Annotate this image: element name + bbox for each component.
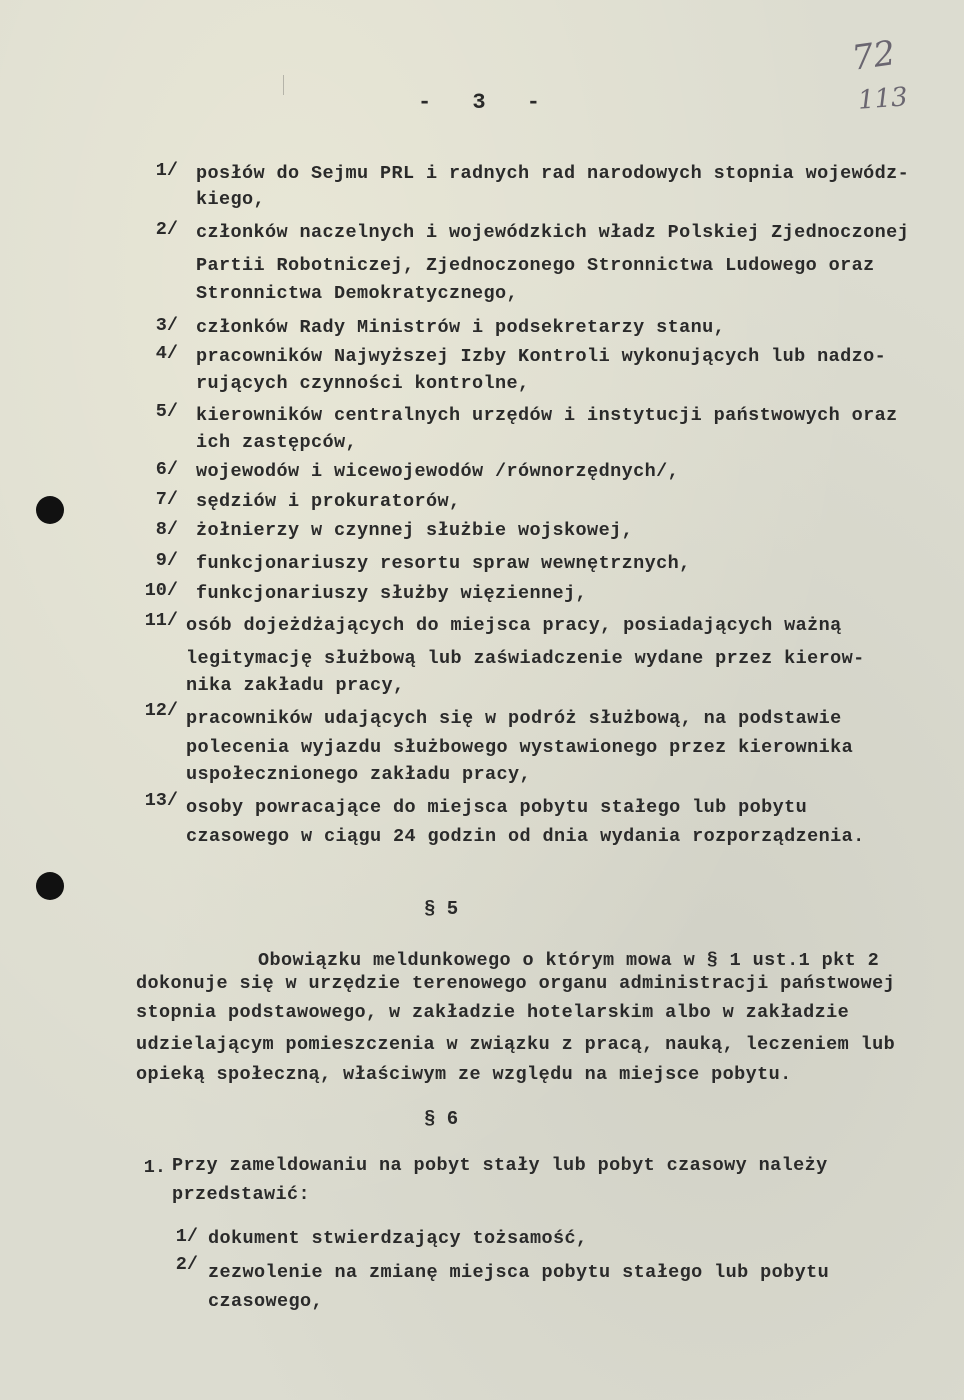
list-item-line: kiego,: [196, 189, 266, 210]
paragraph-line: opieką społeczną, właściwym ze względu na miejsce pobytu.: [136, 1064, 792, 1085]
list-item-line: członków Rady Ministrów i podsekretarzy stanu,: [196, 317, 726, 338]
list-item-line: uspołecznionego zakładu pracy,: [186, 764, 532, 785]
paragraph-line: udzielającym pomieszczenia w związku z pracą, nauką, leczeniem lub: [136, 1034, 896, 1055]
list-item-line: funkcjonariuszy służby więziennej,: [196, 583, 588, 604]
punch-hole-icon: [36, 872, 64, 900]
list-item-line: nika zakładu pracy,: [186, 675, 405, 696]
list-item-line: wojewodów i wicewojewodów /równorzędnych/,: [196, 461, 680, 482]
paragraph-line: Obowiązku meldunkowego o którym mowa w § 1 ust.1 pkt 2: [258, 950, 880, 971]
list-item-line: kierowników centralnych urzędów i instytucji państwowych oraz: [196, 405, 898, 426]
list-item-number: 12/: [144, 700, 178, 721]
list-item-number: 1/: [175, 1226, 198, 1247]
list-item-line: posłów do Sejmu PRL i radnych rad narodowych stopnia wojewódz-: [196, 163, 910, 184]
list-item-line: dokument stwierdzający tożsamość,: [208, 1228, 588, 1249]
list-item-line: polecenia wyjazdu służbowego wystawionego przez kierownika: [186, 737, 854, 758]
list-item-line: zezwolenie na zmianę miejsca pobytu stałego lub pobytu: [208, 1262, 830, 1283]
list-item-line: sędziów i prokuratorów,: [196, 491, 461, 512]
paragraph-line: stopnia podstawowego, w zakładzie hotelarskim albo w zakładzie: [136, 1002, 850, 1023]
list-item-number: 13/: [144, 790, 178, 811]
handwritten-page-mark: 113: [857, 82, 909, 116]
list-item-number: 2/: [175, 1254, 198, 1275]
point-number: 1.: [143, 1157, 166, 1178]
list-item-line: Partii Robotniczej, Zjednoczonego Stronnictwa Ludowego oraz: [196, 255, 875, 276]
list-item-line: czasowego w ciągu 24 godzin od dnia wydania rozporządzenia.: [186, 826, 865, 847]
list-item-number: 4/: [155, 343, 178, 364]
list-item-line: żołnierzy w czynnej służbie wojskowej,: [196, 520, 634, 541]
list-item-number: 3/: [155, 315, 178, 336]
list-item-line: czasowego,: [208, 1291, 324, 1312]
list-item-number: 2/: [155, 219, 178, 240]
list-item-line: rujących czynności kontrolne,: [196, 373, 530, 394]
list-item-line: pracowników udających się w podróż służbową, na podstawie: [186, 708, 842, 729]
list-item-line: członków naczelnych i wojewódzkich władz Polskiej Zjednoczonej: [196, 222, 910, 243]
list-item-line: Stronnictwa Demokratycznego,: [196, 283, 519, 304]
list-item-number: 5/: [155, 401, 178, 422]
scan-artifact: [283, 75, 284, 95]
handwritten-folio-mark: 72: [849, 33, 898, 79]
list-item-number: 8/: [155, 519, 178, 540]
list-item-number: 9/: [155, 550, 178, 571]
list-item-number: 10/: [144, 580, 178, 601]
page-number: - 3 -: [418, 90, 555, 115]
list-item-line: ich zastępców,: [196, 432, 358, 453]
list-item-line: legitymację służbową lub zaświadczenie wydane przez kierow-: [186, 648, 865, 669]
list-item-line: funkcjonariuszy resortu spraw wewnętrznych,: [196, 553, 691, 574]
point-line: przedstawić:: [172, 1184, 311, 1205]
point-line: Przy zameldowaniu na pobyt stały lub pobyt czasowy należy: [172, 1155, 828, 1176]
section-5-heading: § 5: [424, 898, 459, 920]
paragraph-line: dokonuje się w urzędzie terenowego organu administracji państwowej: [136, 973, 896, 994]
list-item-line: osoby powracające do miejsca pobytu stałego lub pobytu: [186, 797, 808, 818]
list-item-number: 1/: [155, 160, 178, 181]
list-item-number: 7/: [155, 489, 178, 510]
list-item-line: pracowników Najwyższej Izby Kontroli wykonujących lub nadzo-: [196, 346, 887, 367]
list-item-line: osób dojeżdżających do miejsca pracy, posiadających ważną: [186, 615, 842, 636]
punch-hole-icon: [36, 496, 64, 524]
list-item-number: 11/: [144, 610, 178, 631]
section-6-heading: § 6: [424, 1108, 459, 1130]
list-item-number: 6/: [155, 459, 178, 480]
